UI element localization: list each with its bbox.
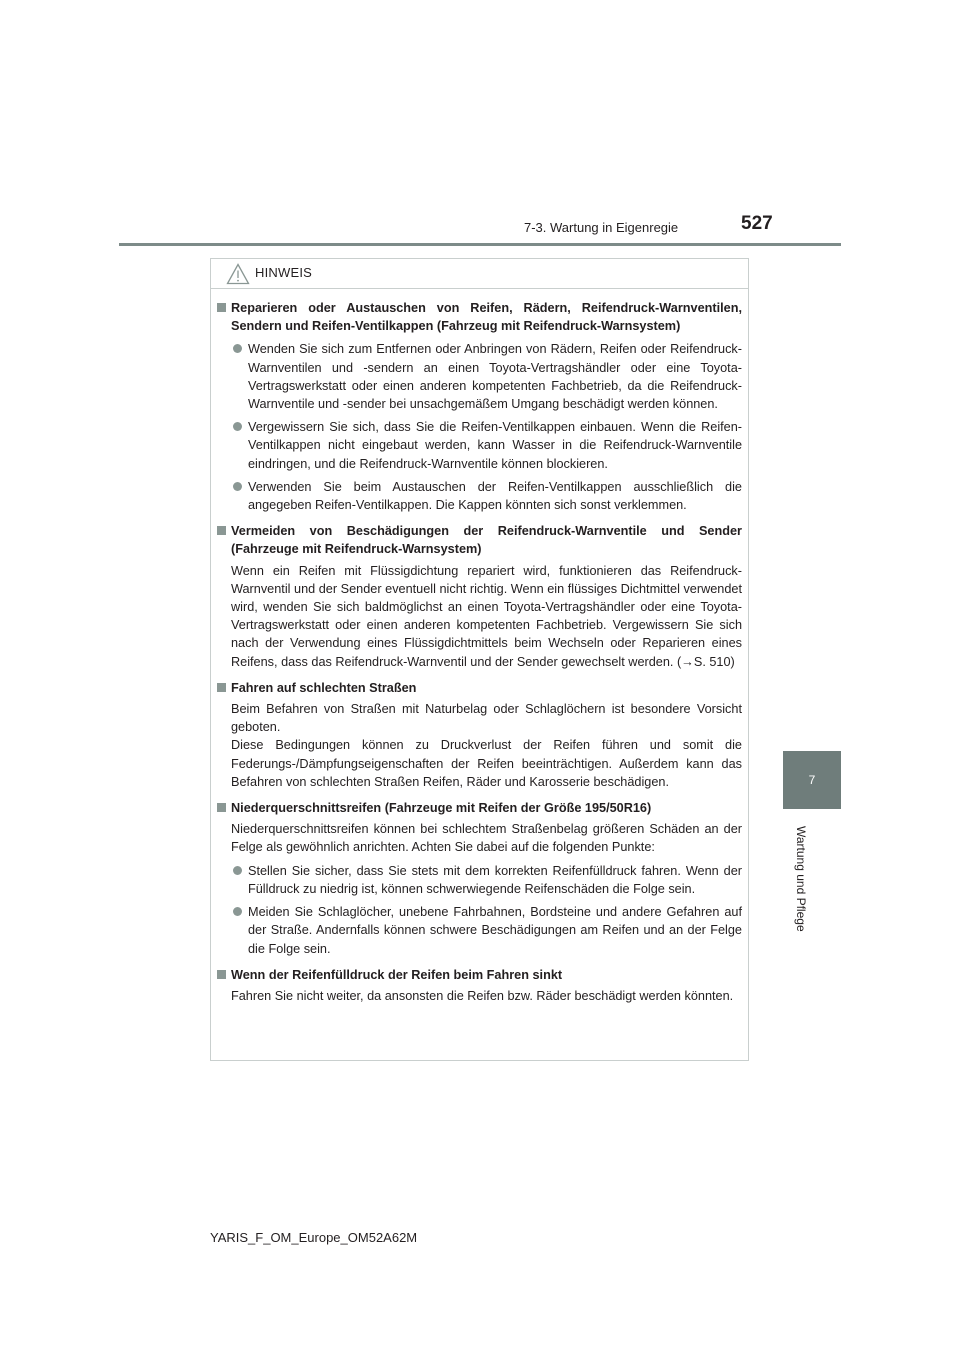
chapter-number: 7 [808,773,816,787]
note-section [217,799,742,958]
square-bullet-icon [217,683,226,692]
section-heading-text: Fahren auf schlechten Straßen [231,680,417,695]
square-bullet-icon [217,303,226,312]
section-heading [217,799,742,817]
chapter-title: Wartung und Pflege [794,826,808,932]
bullet-item [217,862,742,898]
section-heading [217,522,742,558]
bullet-item [217,418,742,473]
bullet-text: Stellen Sie sicher, dass Sie stets mit dem korrekten Reifenfülldruck fahren. Wenn der Fülldruck zu niedrig ist, können schwerwiegende Reifenschäden die Folge sein. [248,863,742,896]
section-heading-text: Wenn der Reifenfülldruck der Reifen beim Fahren sinkt [231,967,563,982]
bullet-text: Wenden Sie sich zum Entfernen oder Anbringen von Rädern, Reifen oder Reifendruck-Warnventilen und -sendern an einen Toyota-Vertragshändler oder eine Toyota-Vertragswerkstatt oder einen anderen kompetenten Fachbetrieb, da die Reifendruck-Warnventile und -sender bei unsachgemäßem Umgang beschädigt werden können. [248,342,742,412]
note-box [210,258,749,1061]
section-text: Beim Befahren von Straßen mit Naturbelag oder Schlaglöchern ist besondere Vorsicht geboten. Diese Bedingungen können zu Druckverlust der Reifen führen und somit die Federungs-/Dämpfungseigenschaften der Reifen beeinträchtigen. Außerdem kann das Befahren von schlechten Straßen Reifen, Räder und Karosserie beschädigen. [231,702,742,789]
document-code: YARIS_F_OM_Europe_OM52A62M [210,1230,418,1245]
bullet-item [217,903,742,958]
section-heading-text: Niederquerschnittsreifen (Fahrzeuge mit Reifen der Größe 195/50R16) [231,801,652,816]
section-text: Fahren Sie nicht weiter, da ansonsten die Reifen bzw. Räder beschädigt werden könnten. [231,988,734,1003]
square-bullet-icon [217,803,226,812]
note-section [217,966,742,1005]
square-bullet-icon [217,526,226,535]
note-title: HINWEIS [255,265,313,280]
square-bullet-icon [217,970,226,979]
section-heading [217,299,742,335]
bullet-item [217,478,742,514]
section-text: Niederquerschnittsreifen können bei schlechtem Straßenbelag größeren Schäden an der Felge als gewöhnlich anrichten. Achten Sie dabei auf die folgenden Punkte: [231,822,742,855]
bullet-text: Verwenden Sie beim Austauschen der Reifen-Ventilkappen ausschließlich die angegeben Reifen-Ventilkappen. Die Kappen könnten sich sonst verklemmen. [248,479,742,513]
chapter-tab [783,751,841,809]
section-text: Wenn ein Reifen mit Flüssigdichtung repariert wird, funktionieren das Reifendruck-Warnventil und der Sender eventuell nicht richtig. Wenn ein flüssiges Dichtmittel verwendet wird, wenden Sie sich baldmöglichst an einen Toyota-Vertragshändler oder eine Toyota-Vertragswerkstatt oder einen anderen kompetenten Fachbetrieb. Vergewissern Sie sich nach der Verwendung eines Flüssigdichtmittels beim Wechseln oder Reparieren eines Reifens, dass das Reifendruck-Warnventil und der Sender gewechselt werden. (→S. 510) [231,563,742,669]
note-section [217,679,742,791]
note-section [217,522,742,671]
page-number: 527 [741,213,773,234]
section-label: 7-3. Wartung in Eigenregie [524,220,679,235]
dot-bullet-icon [233,344,242,353]
note-body [211,289,748,1005]
section-heading [217,966,742,984]
note-header [211,259,748,289]
warning-triangle-icon [226,263,250,285]
note-section [217,299,742,514]
dot-bullet-icon [233,422,242,431]
section-heading-text: Vermeiden von Beschädigungen der Reifendruck-Warnventile und Sender (Fahrzeuge mit Reifendruck-Warnsystem) [231,524,742,557]
dot-bullet-icon [233,482,242,491]
section-heading [217,679,742,697]
section-heading-text: Reparieren oder Austauschen von Reifen, Rädern, Reifendruck-Warnventilen, Sendern und Reifen-Ventilkappen (Fahrzeug mit Reifendruck-Warnsystem) [231,301,742,334]
bullet-text: Vergewissern Sie sich, dass Sie die Reifen-Ventilkappen einbauen. Wenn die Reifen-Ventilkappen nicht eingebaut werden, kann Wasser in die Reifendruck-Warnventile eindringen, und die Reifendruck-Warnventile können blockieren. [248,420,742,471]
bullet-text: Meiden Sie Schlaglöcher, unebene Fahrbahnen, Bordsteine und andere Gefahren auf der Straße. Andernfalls können schwere Beschädigungen am Reifen und an der Felge die Folge sein. [248,905,742,956]
dot-bullet-icon [233,907,242,916]
header-rule [119,243,841,246]
bullet-item [217,340,742,413]
dot-bullet-icon [233,866,242,875]
